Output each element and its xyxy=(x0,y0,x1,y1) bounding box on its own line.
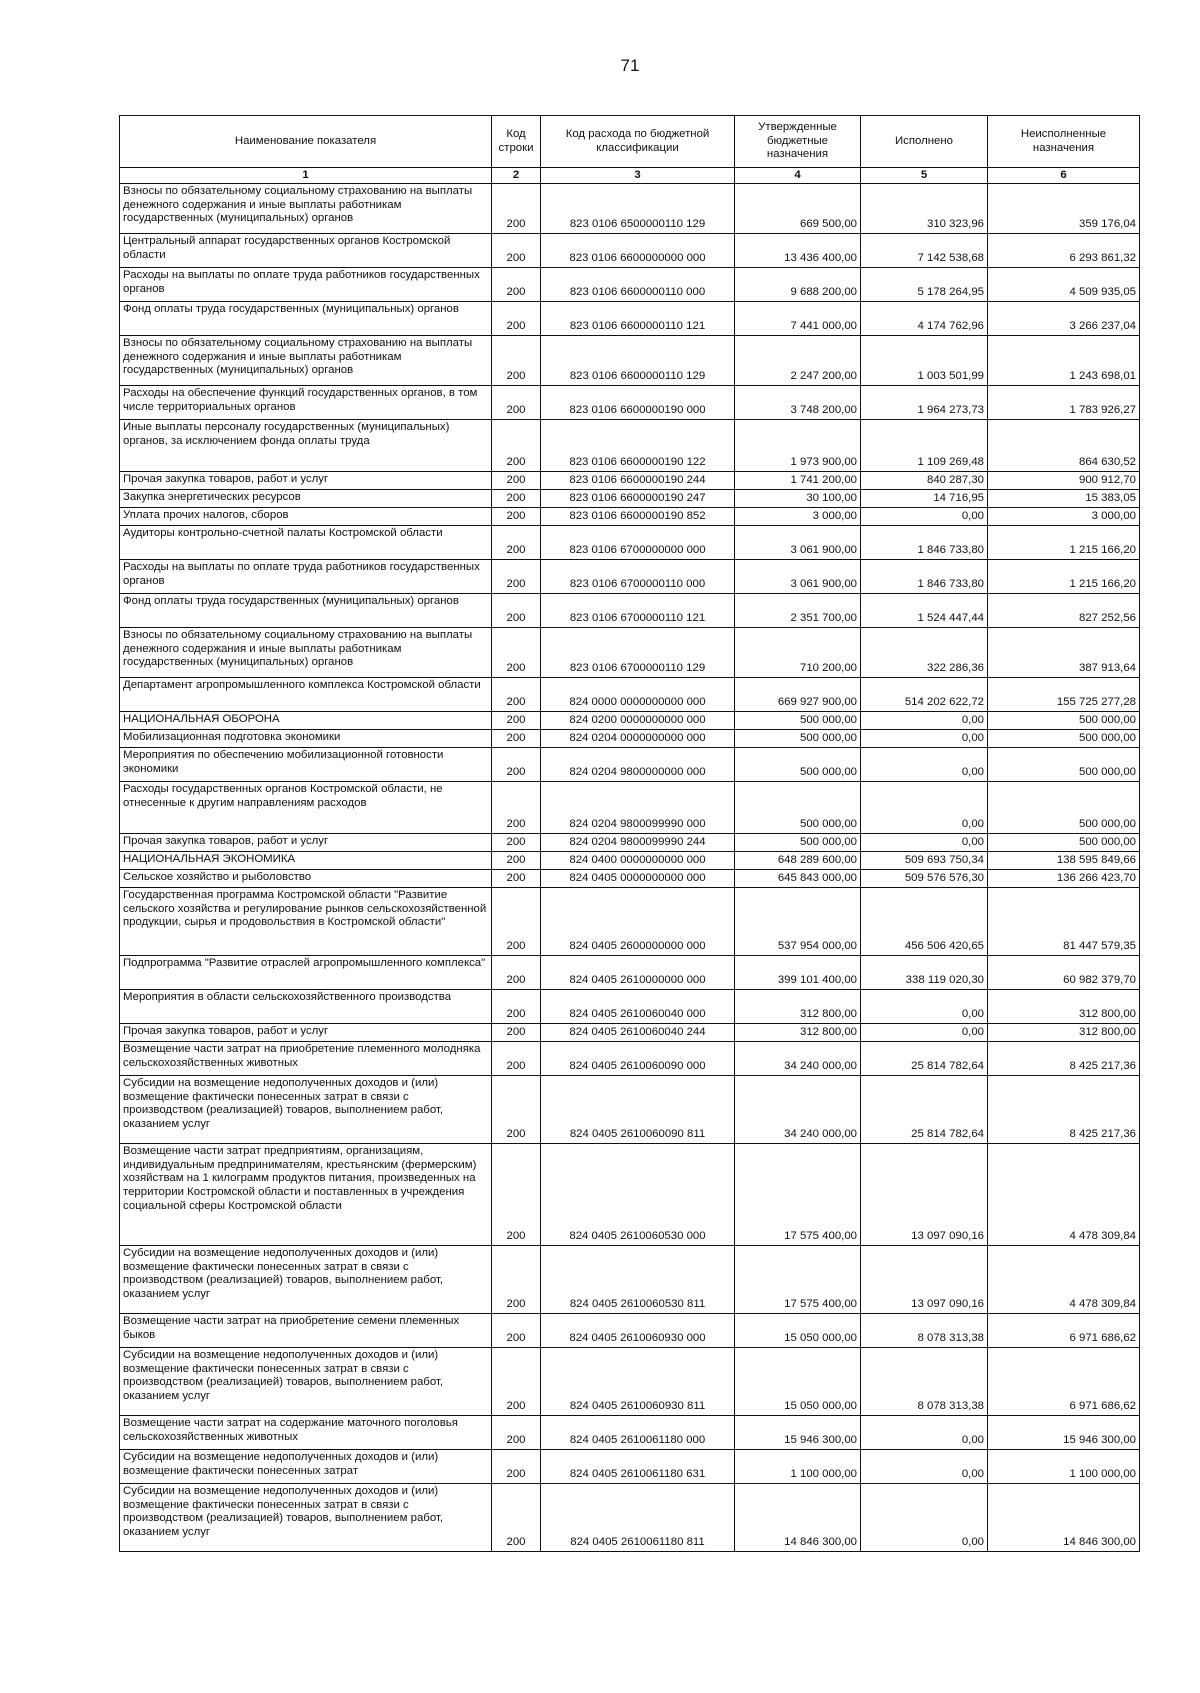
row-expense-code: 824 0405 2610060040 000 xyxy=(541,990,735,1024)
row-executed: 0,00 xyxy=(861,782,988,834)
table-row xyxy=(120,1042,1140,1076)
row-unexecuted: 4 478 309,84 xyxy=(988,1144,1140,1246)
row-expense-code: 824 0405 2610060090 811 xyxy=(541,1076,735,1144)
row-unexecuted: 500 000,00 xyxy=(988,748,1140,782)
row-name: Расходы на обеспечение функций государственных органов, в том числе территориальных органов xyxy=(120,386,492,420)
row-approved: 3 061 900,00 xyxy=(735,526,861,560)
row-name: НАЦИОНАЛЬНАЯ ОБОРОНА xyxy=(120,712,492,730)
row-executed: 4 174 762,96 xyxy=(861,302,988,336)
row-name: Прочая закупка товаров, работ и услуг xyxy=(120,472,492,490)
row-approved: 1 100 000,00 xyxy=(735,1450,861,1484)
row-approved: 2 247 200,00 xyxy=(735,336,861,386)
row-executed: 0,00 xyxy=(861,508,988,526)
column-number: 5 xyxy=(861,168,988,184)
row-approved: 669 500,00 xyxy=(735,184,861,234)
row-expense-code: 824 0204 9800000000 000 xyxy=(541,748,735,782)
row-unexecuted: 8 425 217,36 xyxy=(988,1042,1140,1076)
row-line-code: 200 xyxy=(492,472,541,490)
row-name: Прочая закупка товаров, работ и услуг xyxy=(120,834,492,852)
row-approved: 15 050 000,00 xyxy=(735,1314,861,1348)
row-line-code: 200 xyxy=(492,1484,541,1552)
row-name: Субсидии на возмещение недополученных доходов и (или) возмещение фактически понесенных затрат в связи с производством (реализацией) товаров, выполнением работ, оказанием услуг xyxy=(120,1348,492,1416)
row-name: Государственная программа Костромской области "Развитие сельского хозяйства и регулирование рынков сельскохозяйственной продукции, сырья и продовольствия в Костромской области" xyxy=(120,888,492,956)
column-number-row xyxy=(120,168,1140,184)
column-number: 4 xyxy=(735,168,861,184)
row-expense-code: 824 0405 2610060930 000 xyxy=(541,1314,735,1348)
row-line-code: 200 xyxy=(492,990,541,1024)
row-name: Закупка энергетических ресурсов xyxy=(120,490,492,508)
row-unexecuted: 136 266 423,70 xyxy=(988,870,1140,888)
row-expense-code: 823 0106 6600000110 129 xyxy=(541,336,735,386)
row-approved: 500 000,00 xyxy=(735,748,861,782)
row-name: Возмещение части затрат на приобретение племенного молодняка сельскохозяйственных животных xyxy=(120,1042,492,1076)
row-approved: 1 973 900,00 xyxy=(735,420,861,472)
row-approved: 14 846 300,00 xyxy=(735,1484,861,1552)
row-line-code: 200 xyxy=(492,1042,541,1076)
row-expense-code: 823 0106 6500000110 129 xyxy=(541,184,735,234)
row-unexecuted: 60 982 379,70 xyxy=(988,956,1140,990)
row-unexecuted: 15 946 300,00 xyxy=(988,1416,1140,1450)
row-approved: 3 000,00 xyxy=(735,508,861,526)
row-name: Департамент агропромышленного комплекса Костромской области xyxy=(120,678,492,712)
row-name: Субсидии на возмещение недополученных доходов и (или) возмещение фактически понесенных затрат в связи с производством (реализацией) товаров, выполнением работ, оказанием услуг xyxy=(120,1484,492,1552)
row-executed: 13 097 090,16 xyxy=(861,1246,988,1314)
row-line-code: 200 xyxy=(492,526,541,560)
row-line-code: 200 xyxy=(492,1076,541,1144)
row-line-code: 200 xyxy=(492,834,541,852)
row-name: Субсидии на возмещение недополученных доходов и (или) возмещение фактически понесенных затрат в связи с производством (реализацией) товаров, выполнением работ, оказанием услуг xyxy=(120,1246,492,1314)
row-name: Мероприятия в области сельскохозяйственного производства xyxy=(120,990,492,1024)
row-name: Взносы по обязательному социальному страхованию на выплаты денежного содержания и иные выплаты работникам государственных (муниципальных) органов xyxy=(120,628,492,678)
row-expense-code: 824 0405 2610061180 811 xyxy=(541,1484,735,1552)
row-unexecuted: 1 215 166,20 xyxy=(988,526,1140,560)
budget-execution-table xyxy=(119,115,1140,1552)
row-unexecuted: 900 912,70 xyxy=(988,472,1140,490)
row-line-code: 200 xyxy=(492,712,541,730)
row-line-code: 200 xyxy=(492,678,541,712)
row-approved: 500 000,00 xyxy=(735,834,861,852)
row-name: Фонд оплаты труда государственных (муниципальных) органов xyxy=(120,302,492,336)
row-name: Взносы по обязательному социальному страхованию на выплаты денежного содержания и иные выплаты работникам государственных (муниципальных) органов xyxy=(120,184,492,234)
row-approved: 3 061 900,00 xyxy=(735,560,861,594)
row-name: Возмещение части затрат предприятиям, организациям, индивидуальным предпринимателям, крестьянским (фермерским) хозяйствам на 1 килограмм продуктов питания, произведенных на территории Костромской области и поставленных в учреждения социальной сферы Костромской области xyxy=(120,1144,492,1246)
column-number: 6 xyxy=(988,168,1140,184)
row-approved: 399 101 400,00 xyxy=(735,956,861,990)
row-expense-code: 824 0405 2610061180 000 xyxy=(541,1416,735,1450)
row-expense-code: 824 0405 2610060530 000 xyxy=(541,1144,735,1246)
row-line-code: 200 xyxy=(492,1314,541,1348)
row-executed: 0,00 xyxy=(861,1484,988,1552)
row-name: Мероприятия по обеспечению мобилизационной готовности экономики xyxy=(120,748,492,782)
row-executed: 509 576 576,30 xyxy=(861,870,988,888)
row-executed: 0,00 xyxy=(861,748,988,782)
row-unexecuted: 312 800,00 xyxy=(988,1024,1140,1042)
row-line-code: 200 xyxy=(492,628,541,678)
table-row xyxy=(120,184,1140,234)
row-executed: 25 814 782,64 xyxy=(861,1042,988,1076)
header-line-code: Код строки xyxy=(492,116,541,168)
row-executed: 5 178 264,95 xyxy=(861,268,988,302)
row-executed: 1 846 733,80 xyxy=(861,560,988,594)
row-line-code: 200 xyxy=(492,852,541,870)
row-line-code: 200 xyxy=(492,1144,541,1246)
table-row xyxy=(120,234,1140,268)
table-row xyxy=(120,560,1140,594)
table-row xyxy=(120,1416,1140,1450)
row-approved: 7 441 000,00 xyxy=(735,302,861,336)
header-unexecuted: Неисполненные назначения xyxy=(988,116,1140,168)
row-unexecuted: 827 252,56 xyxy=(988,594,1140,628)
row-name: Уплата прочих налогов, сборов xyxy=(120,508,492,526)
row-approved: 669 927 900,00 xyxy=(735,678,861,712)
table-row xyxy=(120,302,1140,336)
row-expense-code: 823 0106 6600000110 000 xyxy=(541,268,735,302)
table-row xyxy=(120,1076,1140,1144)
row-unexecuted: 14 846 300,00 xyxy=(988,1484,1140,1552)
column-number: 1 xyxy=(120,168,492,184)
row-line-code: 200 xyxy=(492,234,541,268)
row-expense-code: 824 0405 0000000000 000 xyxy=(541,870,735,888)
row-executed: 0,00 xyxy=(861,730,988,748)
header-expense-code: Код расхода по бюджетной классификации xyxy=(541,116,735,168)
row-expense-code: 823 0106 6600000190 000 xyxy=(541,386,735,420)
row-unexecuted: 500 000,00 xyxy=(988,782,1140,834)
row-unexecuted: 387 913,64 xyxy=(988,628,1140,678)
row-line-code: 200 xyxy=(492,1024,541,1042)
row-executed: 0,00 xyxy=(861,1450,988,1484)
row-name: Субсидии на возмещение недополученных доходов и (или) возмещение фактически понесенных затрат в связи с производством (реализацией) товаров, выполнением работ, оказанием услуг xyxy=(120,1076,492,1144)
row-executed: 509 693 750,34 xyxy=(861,852,988,870)
row-unexecuted: 6 293 861,32 xyxy=(988,234,1140,268)
table-body xyxy=(120,184,1140,1552)
row-unexecuted: 500 000,00 xyxy=(988,730,1140,748)
row-name: Прочая закупка товаров, работ и услуг xyxy=(120,1024,492,1042)
row-unexecuted: 500 000,00 xyxy=(988,834,1140,852)
table-row xyxy=(120,748,1140,782)
row-unexecuted: 4 509 935,05 xyxy=(988,268,1140,302)
row-name: Аудиторы контрольно-счетной палаты Костромской области xyxy=(120,526,492,560)
table-row xyxy=(120,420,1140,472)
row-expense-code: 823 0106 6600000190 852 xyxy=(541,508,735,526)
row-line-code: 200 xyxy=(492,730,541,748)
row-expense-code: 824 0405 2610060930 811 xyxy=(541,1348,735,1416)
row-unexecuted: 1 100 000,00 xyxy=(988,1450,1140,1484)
row-executed: 322 286,36 xyxy=(861,628,988,678)
column-number: 3 xyxy=(541,168,735,184)
row-line-code: 200 xyxy=(492,888,541,956)
row-executed: 514 202 622,72 xyxy=(861,678,988,712)
table-row xyxy=(120,268,1140,302)
row-unexecuted: 864 630,52 xyxy=(988,420,1140,472)
row-unexecuted: 3 266 237,04 xyxy=(988,302,1140,336)
row-executed: 8 078 313,38 xyxy=(861,1348,988,1416)
row-name: Фонд оплаты труда государственных (муниципальных) органов xyxy=(120,594,492,628)
row-unexecuted: 8 425 217,36 xyxy=(988,1076,1140,1144)
header-approved: Утвержденные бюджетные назначения xyxy=(735,116,861,168)
row-unexecuted: 15 383,05 xyxy=(988,490,1140,508)
table-row xyxy=(120,782,1140,834)
row-name: Центральный аппарат государственных органов Костромской области xyxy=(120,234,492,268)
row-unexecuted: 500 000,00 xyxy=(988,712,1140,730)
row-expense-code: 823 0106 6700000110 121 xyxy=(541,594,735,628)
table-row xyxy=(120,730,1140,748)
row-line-code: 200 xyxy=(492,748,541,782)
row-executed: 456 506 420,65 xyxy=(861,888,988,956)
header-executed: Исполнено xyxy=(861,116,988,168)
row-executed: 1 524 447,44 xyxy=(861,594,988,628)
row-executed: 1 003 501,99 xyxy=(861,336,988,386)
row-name: Иные выплаты персоналу государственных (муниципальных) органов, за исключением фонда оплаты труда xyxy=(120,420,492,472)
row-executed: 310 323,96 xyxy=(861,184,988,234)
table-row xyxy=(120,956,1140,990)
row-unexecuted: 359 176,04 xyxy=(988,184,1140,234)
table-row xyxy=(120,1246,1140,1314)
row-expense-code: 823 0106 6700000110 129 xyxy=(541,628,735,678)
row-expense-code: 823 0106 6600000110 121 xyxy=(541,302,735,336)
row-name: Мобилизационная подготовка экономики xyxy=(120,730,492,748)
row-line-code: 200 xyxy=(492,1450,541,1484)
table-row xyxy=(120,508,1140,526)
row-approved: 30 100,00 xyxy=(735,490,861,508)
row-expense-code: 824 0405 2600000000 000 xyxy=(541,888,735,956)
table-row xyxy=(120,628,1140,678)
row-unexecuted: 155 725 277,28 xyxy=(988,678,1140,712)
row-approved: 13 436 400,00 xyxy=(735,234,861,268)
row-executed: 14 716,95 xyxy=(861,490,988,508)
row-approved: 645 843 000,00 xyxy=(735,870,861,888)
row-unexecuted: 6 971 686,62 xyxy=(988,1348,1140,1416)
row-approved: 17 575 400,00 xyxy=(735,1144,861,1246)
table-row xyxy=(120,678,1140,712)
table-row xyxy=(120,1144,1140,1246)
table-row xyxy=(120,834,1140,852)
row-unexecuted: 138 595 849,66 xyxy=(988,852,1140,870)
row-expense-code: 824 0405 2610060530 811 xyxy=(541,1246,735,1314)
row-line-code: 200 xyxy=(492,594,541,628)
row-unexecuted: 6 971 686,62 xyxy=(988,1314,1140,1348)
row-name: Расходы государственных органов Костромской области, не отнесенные к другим направлениям расходов xyxy=(120,782,492,834)
row-name: Возмещение части затрат на содержание маточного поголовья сельскохозяйственных животных xyxy=(120,1416,492,1450)
page-number: 71 xyxy=(620,56,640,75)
table-row xyxy=(120,472,1140,490)
row-executed: 0,00 xyxy=(861,834,988,852)
row-name: Взносы по обязательному социальному страхованию на выплаты денежного содержания и иные выплаты работникам государственных (муниципальных) органов xyxy=(120,336,492,386)
row-approved: 34 240 000,00 xyxy=(735,1042,861,1076)
row-approved: 1 741 200,00 xyxy=(735,472,861,490)
row-executed: 1 846 733,80 xyxy=(861,526,988,560)
row-line-code: 200 xyxy=(492,490,541,508)
row-executed: 25 814 782,64 xyxy=(861,1076,988,1144)
row-name: Возмещение части затрат на приобретение семени племенных быков xyxy=(120,1314,492,1348)
column-number: 2 xyxy=(492,168,541,184)
row-executed: 8 078 313,38 xyxy=(861,1314,988,1348)
header-name: Наименование показателя xyxy=(120,116,492,168)
table-row xyxy=(120,1450,1140,1484)
row-executed: 0,00 xyxy=(861,990,988,1024)
row-line-code: 200 xyxy=(492,1348,541,1416)
row-line-code: 200 xyxy=(492,420,541,472)
row-name: Расходы на выплаты по оплате труда работников государственных органов xyxy=(120,268,492,302)
row-line-code: 200 xyxy=(492,870,541,888)
row-approved: 500 000,00 xyxy=(735,730,861,748)
row-line-code: 200 xyxy=(492,336,541,386)
table-row xyxy=(120,386,1140,420)
row-expense-code: 824 0204 9800099990 244 xyxy=(541,834,735,852)
row-approved: 648 289 600,00 xyxy=(735,852,861,870)
row-expense-code: 824 0405 2610000000 000 xyxy=(541,956,735,990)
row-expense-code: 823 0106 6600000190 122 xyxy=(541,420,735,472)
row-line-code: 200 xyxy=(492,302,541,336)
row-unexecuted: 81 447 579,35 xyxy=(988,888,1140,956)
row-approved: 500 000,00 xyxy=(735,782,861,834)
row-executed: 338 119 020,30 xyxy=(861,956,988,990)
table-row xyxy=(120,490,1140,508)
row-approved: 17 575 400,00 xyxy=(735,1246,861,1314)
row-approved: 2 351 700,00 xyxy=(735,594,861,628)
row-approved: 500 000,00 xyxy=(735,712,861,730)
row-name: Субсидии на возмещение недополученных доходов и (или) возмещение фактически понесенных затрат xyxy=(120,1450,492,1484)
row-line-code: 200 xyxy=(492,508,541,526)
row-expense-code: 823 0106 6700000000 000 xyxy=(541,526,735,560)
table-row xyxy=(120,712,1140,730)
row-approved: 15 946 300,00 xyxy=(735,1416,861,1450)
row-executed: 13 097 090,16 xyxy=(861,1144,988,1246)
row-unexecuted: 4 478 309,84 xyxy=(988,1246,1140,1314)
row-expense-code: 824 0204 9800099990 000 xyxy=(541,782,735,834)
row-unexecuted: 1 783 926,27 xyxy=(988,386,1140,420)
row-unexecuted: 3 000,00 xyxy=(988,508,1140,526)
table-row xyxy=(120,990,1140,1024)
row-unexecuted: 312 800,00 xyxy=(988,990,1140,1024)
row-unexecuted: 1 243 698,01 xyxy=(988,336,1140,386)
row-expense-code: 823 0106 6600000190 244 xyxy=(541,472,735,490)
row-approved: 312 800,00 xyxy=(735,990,861,1024)
table-row xyxy=(120,336,1140,386)
table-row xyxy=(120,852,1140,870)
row-unexecuted: 1 215 166,20 xyxy=(988,560,1140,594)
row-expense-code: 824 0000 0000000000 000 xyxy=(541,678,735,712)
row-approved: 34 240 000,00 xyxy=(735,1076,861,1144)
table-row xyxy=(120,1314,1140,1348)
row-name: Расходы на выплаты по оплате труда работников государственных органов xyxy=(120,560,492,594)
row-expense-code: 823 0106 6600000190 247 xyxy=(541,490,735,508)
table-row xyxy=(120,1484,1140,1552)
table-header-row xyxy=(120,116,1140,168)
row-executed: 0,00 xyxy=(861,1416,988,1450)
row-line-code: 200 xyxy=(492,956,541,990)
row-name: Сельское хозяйство и рыболовство xyxy=(120,870,492,888)
row-expense-code: 824 0400 0000000000 000 xyxy=(541,852,735,870)
row-line-code: 200 xyxy=(492,782,541,834)
row-approved: 312 800,00 xyxy=(735,1024,861,1042)
table-row xyxy=(120,1024,1140,1042)
row-approved: 3 748 200,00 xyxy=(735,386,861,420)
row-approved: 710 200,00 xyxy=(735,628,861,678)
row-expense-code: 824 0200 0000000000 000 xyxy=(541,712,735,730)
row-expense-code: 824 0405 2610060090 000 xyxy=(541,1042,735,1076)
table-row xyxy=(120,1348,1140,1416)
row-expense-code: 824 0204 0000000000 000 xyxy=(541,730,735,748)
row-approved: 15 050 000,00 xyxy=(735,1348,861,1416)
row-expense-code: 823 0106 6600000000 000 xyxy=(541,234,735,268)
row-executed: 1 109 269,48 xyxy=(861,420,988,472)
row-approved: 9 688 200,00 xyxy=(735,268,861,302)
row-expense-code: 824 0405 2610060040 244 xyxy=(541,1024,735,1042)
row-line-code: 200 xyxy=(492,1416,541,1450)
row-line-code: 200 xyxy=(492,386,541,420)
row-executed: 0,00 xyxy=(861,712,988,730)
row-line-code: 200 xyxy=(492,560,541,594)
row-line-code: 200 xyxy=(492,1246,541,1314)
row-approved: 537 954 000,00 xyxy=(735,888,861,956)
table-row xyxy=(120,594,1140,628)
row-expense-code: 823 0106 6700000110 000 xyxy=(541,560,735,594)
row-executed: 840 287,30 xyxy=(861,472,988,490)
row-executed: 1 964 273,73 xyxy=(861,386,988,420)
row-executed: 7 142 538,68 xyxy=(861,234,988,268)
table-row xyxy=(120,870,1140,888)
row-name: Подпрограмма "Развитие отраслей агропромышленного комплекса" xyxy=(120,956,492,990)
table-row xyxy=(120,888,1140,956)
row-name: НАЦИОНАЛЬНАЯ ЭКОНОМИКА xyxy=(120,852,492,870)
row-expense-code: 824 0405 2610061180 631 xyxy=(541,1450,735,1484)
row-executed: 0,00 xyxy=(861,1024,988,1042)
table-row xyxy=(120,526,1140,560)
row-line-code: 200 xyxy=(492,184,541,234)
row-line-code: 200 xyxy=(492,268,541,302)
